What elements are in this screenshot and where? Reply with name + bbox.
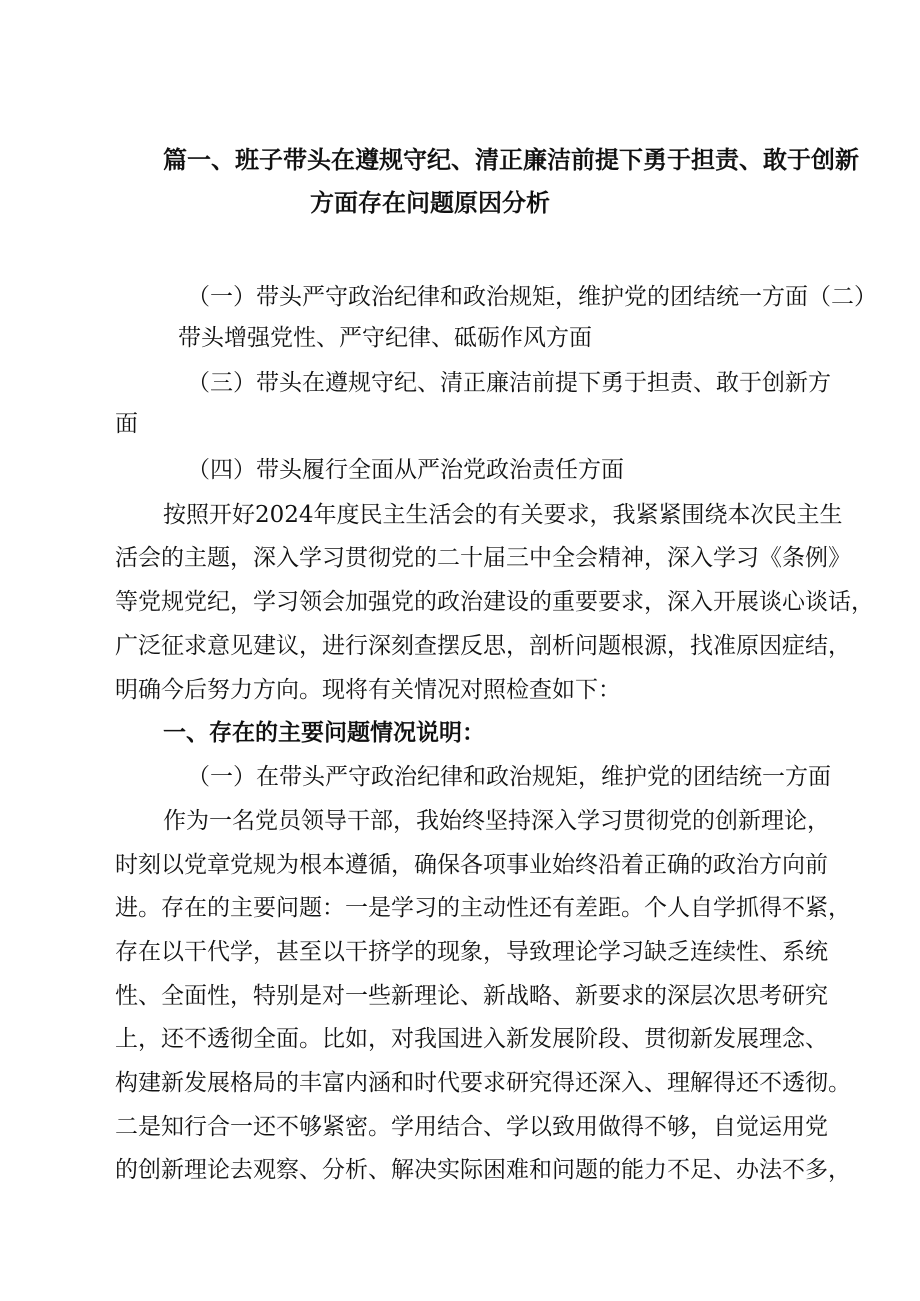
intro-line-2: 活会的主题，深入学习贯彻党的二十届三中全会精神，深入学习《条例》 xyxy=(115,545,851,571)
document-title-line-2: 方面存在问题原因分析 xyxy=(310,188,550,217)
subsection-1-heading: （一）在带头严守政治纪律和政治规矩，维护党的团结统一方面 xyxy=(187,764,831,790)
body-line-3: 进。存在的主要问题：一是学习的主动性还有差距。个人自学抓得不紧， xyxy=(115,895,851,921)
body-line-2: 时刻以党章党规为根本遵循，确保各项事业始终沿着正确的政治方向前 xyxy=(115,852,828,878)
body-line-8: 二是知行合一还不够紧密。学用结合、学以致用做得不够，自觉运用党 xyxy=(115,1114,828,1140)
body-line-5: 性、全面性，特别是对一些新理论、新战略、新要求的深层次思考研究 xyxy=(115,983,828,1009)
intro-line-1: 按照开好2024年度民主生活会的有关要求，我紧紧围绕本次民主生 xyxy=(163,502,843,528)
toc-item-4: （四）带头履行全面从严治党政治责任方面 xyxy=(187,457,624,483)
toc-item-3: （三）带头在遵规守纪、清正廉洁前提下勇于担责、敢于创新方 xyxy=(187,370,831,396)
section-1-heading: 一、存在的主要问题情况说明： xyxy=(163,719,485,746)
intro-line-3: 等党规党纪，学习领会加强党的政治建设的重要要求，深入开展谈心谈话， xyxy=(115,589,874,615)
toc-item-1: （一）带头严守政治纪律和政治规矩，维护党的团结统一方面（二） xyxy=(187,284,877,310)
toc-item-3-continued: 面 xyxy=(115,411,138,437)
intro-line-5: 明确今后努力方向。现将有关情况对照检查如下： xyxy=(115,677,621,703)
body-line-7: 构建新发展格局的丰富内涵和时代要求研究得还深入、理解得还不透彻。 xyxy=(115,1070,851,1096)
intro-line-4: 广泛征求意见建议，进行深刻查摆反思，剖析问题根源，找准原因症结， xyxy=(115,633,851,659)
body-line-9: 的创新理论去观察、分析、解决实际困难和问题的能力不足、办法不多， xyxy=(115,1157,851,1183)
document-title-line-1: 篇一、班子带头在遵规守纪、清正廉洁前提下勇于担责、敢于创新 xyxy=(163,145,859,174)
body-line-4: 存在以干代学，甚至以干挤学的现象，导致理论学习缺乏连续性、系统 xyxy=(115,939,828,965)
body-line-6: 上，还不透彻全面。比如，对我国进入新发展阶段、贯彻新发展理念、 xyxy=(115,1026,828,1052)
body-line-1: 作为一名党员领导干部，我始终坚持深入学习贯彻党的创新理论， xyxy=(163,808,830,834)
toc-item-1-continued: 带头增强党性、严守纪律、砥砺作风方面 xyxy=(178,325,592,351)
